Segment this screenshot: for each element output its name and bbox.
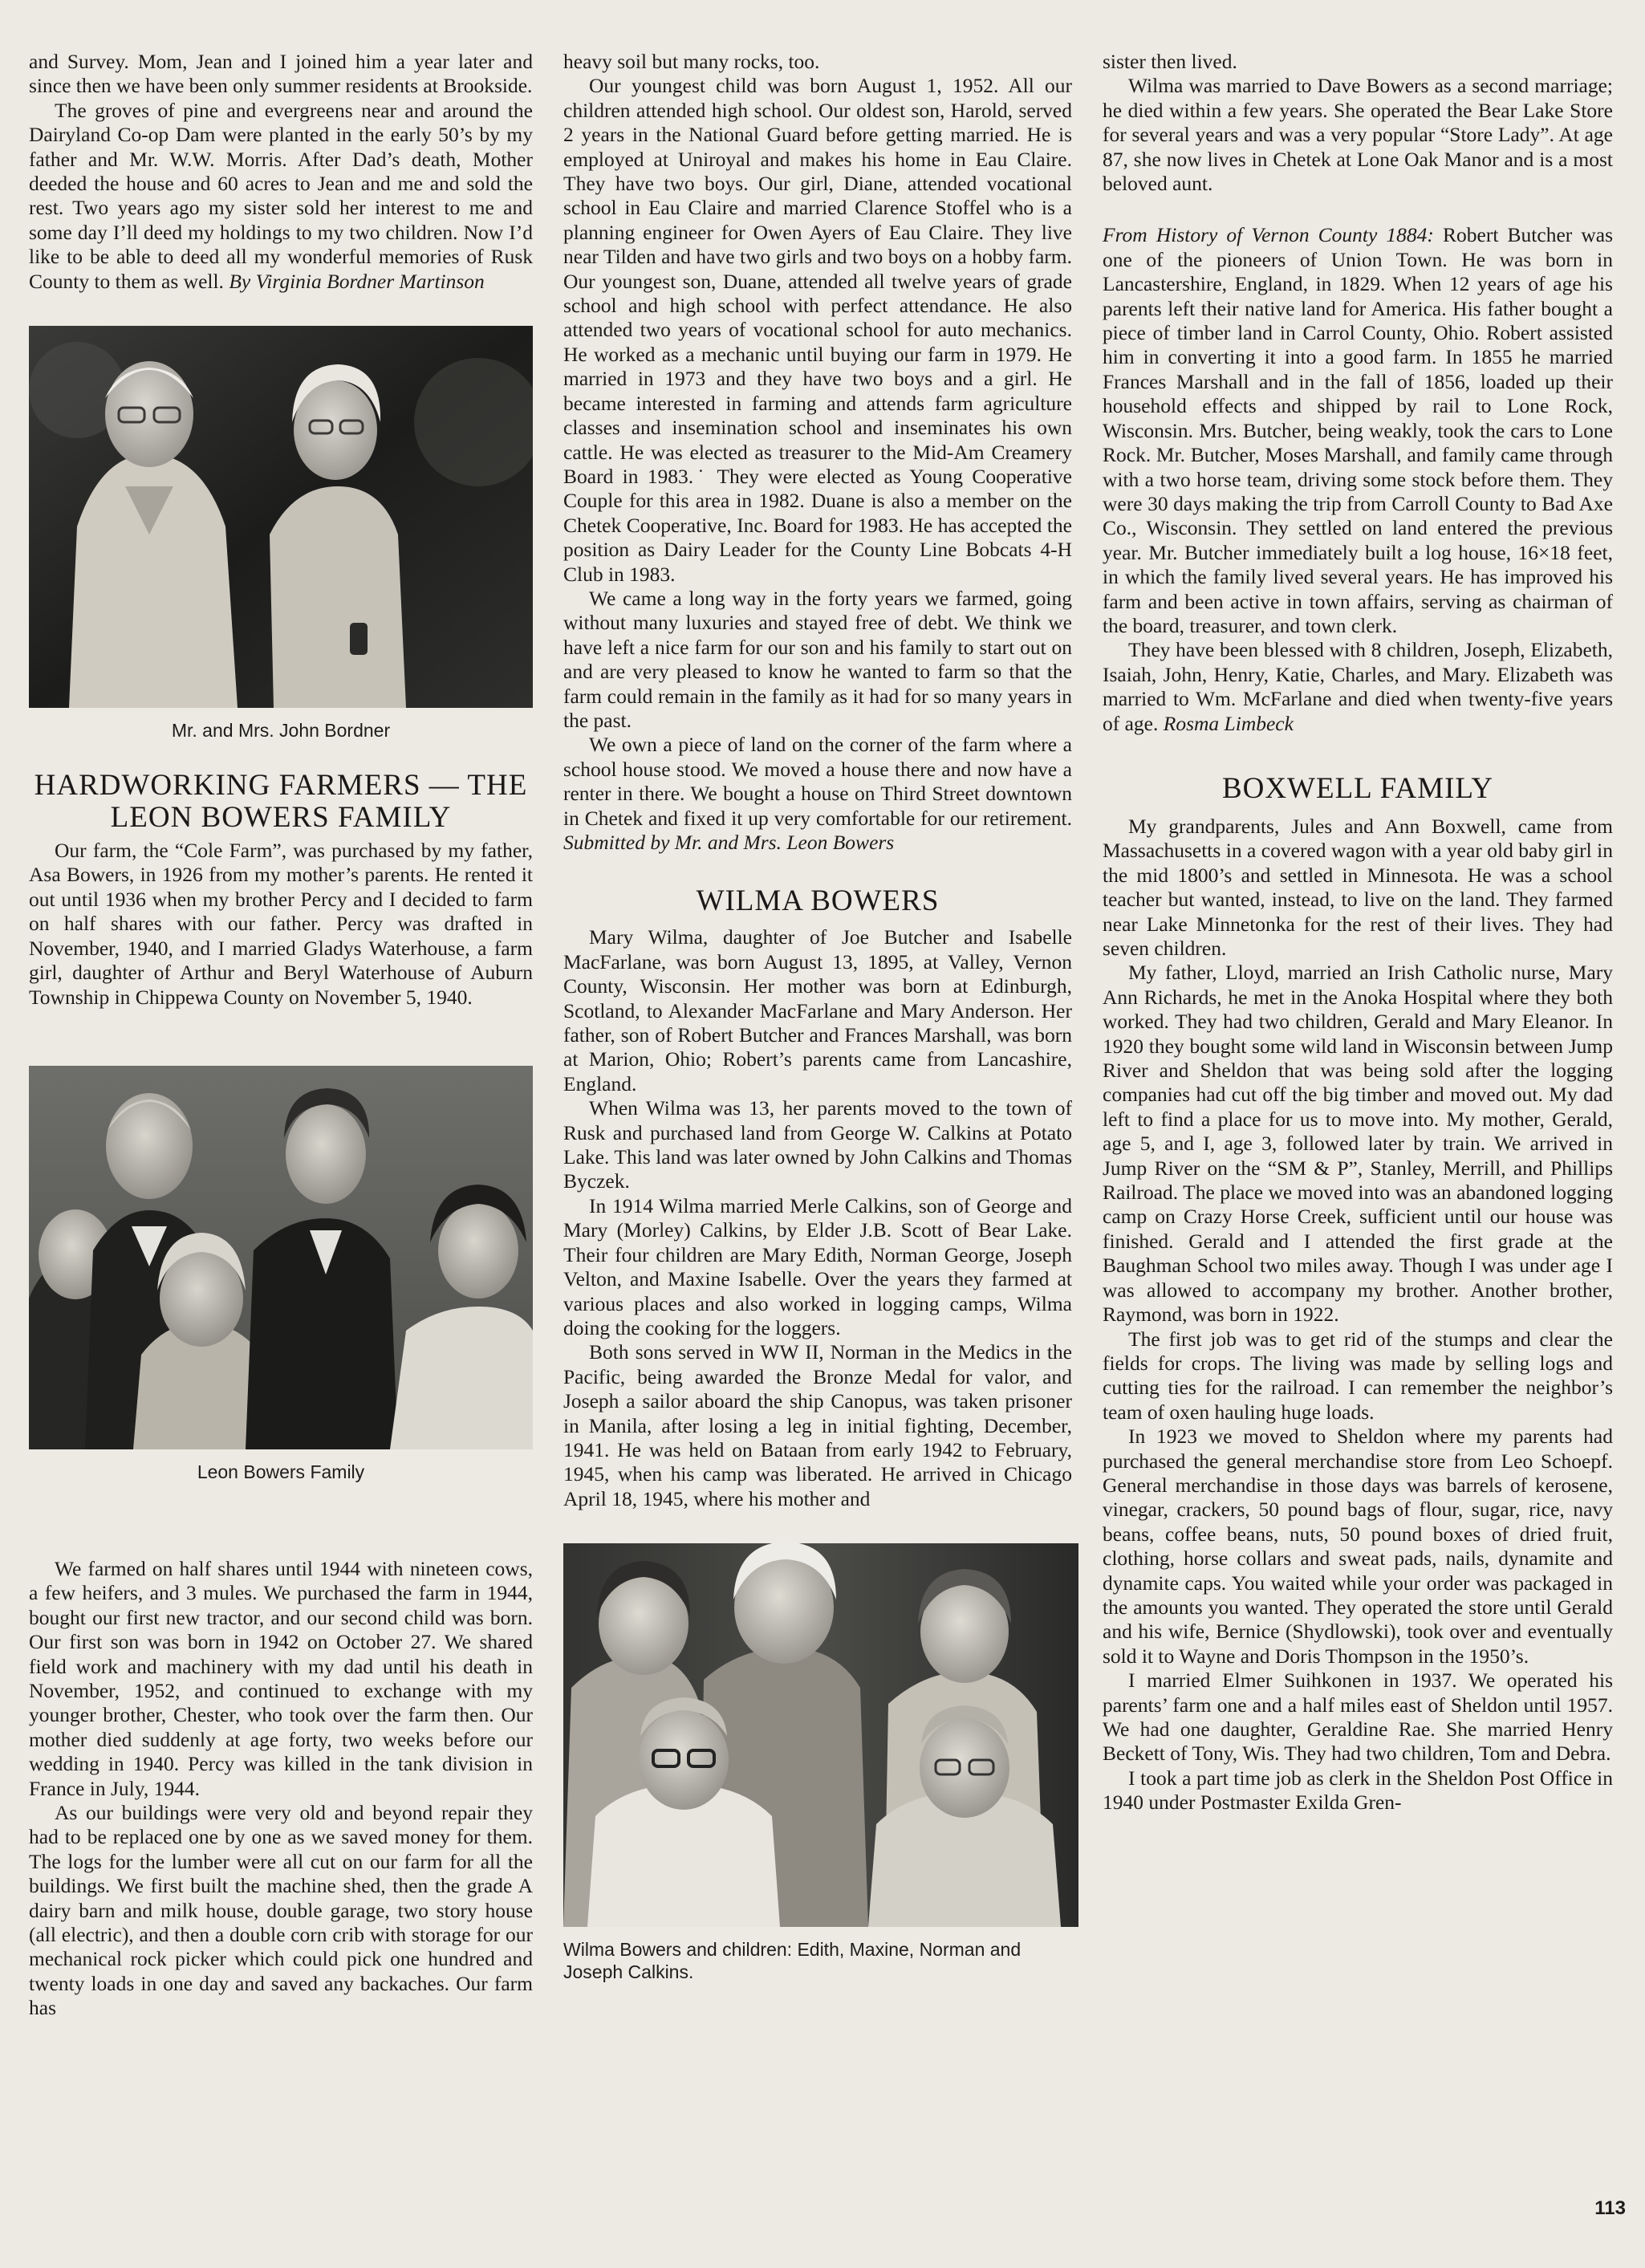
byline: By Virginia Bordner Martinson [229, 269, 485, 293]
paragraph: We farmed on half shares until 1944 with nineteen cows, a few heifers, and 3 mules. We purchased the farm in 1944, bought our first new tractor, and our second child was born. Our first son was born in 1942 on October 27. We shared field work and machinery with my dad until his death in November, 1952, and continued to exchange with my younger brother, Chester, who took over the farm then. Our mother died suddenly at age forty, two weeks before our wedding in 1940. Percy was killed in the tank division in France in July, 1944. [29, 1556, 533, 1800]
column-middle [563, 50, 1072, 1983]
paragraph: I took a part time job as clerk in the Sheldon Post Office in 1940 under Postmaster Exilda Gren- [1103, 1766, 1613, 1815]
paragraph-text: They have been blessed with 8 children, Joseph, Elizabeth, Isaiah, John, Henry, Katie, Charles, and Mary. Elizabeth was married to Wm. McFarlane and died when twenty-five years of age. [1103, 638, 1613, 735]
photo-wilma [563, 1543, 1078, 1927]
source-reference: From History of Vernon County 1884: [1103, 223, 1434, 247]
paragraph: The first job was to get rid of the stumps and clear the fields for crops. The living was made by selling logs and cutting ties for the railroad. I can remember the neighbor’s team of oxen hauling huge loads. [1103, 1327, 1613, 1424]
paragraph: Our farm, the “Cole Farm”, was purchased by my father, Asa Bowers, in 1926 from my mother’s parents. He rented it out until 1936 when my brother Percy and I decided to farm on half shares with our father. Percy was drafted in November, 1940, and I married Gladys Waterhouse, a farm girl, daughter of Arthur and Beryl Waterhouse of Auburn Township in Chippewa County on November 5, 1940. [29, 839, 533, 1009]
paragraph: My grandparents, Jules and Ann Boxwell, came from Massachusetts in a covered wagon with a year old baby girl in the mid 1800’s and settled in Minnesota. He was a school teacher but wanted, instead, to live on the land. They farmed near Lake Minnetonka for the rest of their lives. They had seven children. [1103, 814, 1613, 960]
paragraph: Wilma was married to Dave Bowers as a second marriage; he died within a few years. She operated the Bear Lake Store for several years and was a very popular “Store Lady”. At age 87, she now lives in Chetek at Lone Oak Manor and is a most beloved aunt. [1103, 74, 1613, 196]
paragraph [1103, 638, 1613, 736]
paragraph: In 1914 Wilma married Merle Calkins, son of George and Mary (Morley) Calkins, by Elder J.B. Scott of Bear Lake. Their four children are Mary Edith, Norman George, Joseph Velton, and Maxine Isabelle. Over the years they farmed at various places and also worked in logging camps, Wilma doing the cooking for the loggers. [563, 1193, 1072, 1339]
paragraph: We came a long way in the forty years we farmed, going without many luxuries and stayed free of debt. We think we have left a nice farm for our son and his family to start out on and are very pleased to know he wanted to farm so that the farm could remain in the family as it had for so many years in the past. [563, 586, 1072, 732]
photo-leon-bowers-figure [29, 1066, 533, 1483]
paragraph: heavy soil but many rocks, too. [563, 50, 820, 73]
paragraph: Both sons served in WW II, Norman in the Medics in the Pacific, being awarded the Bronze Medal for valor, and Joseph a sailor aboard the ship Canopus, was taken prisoner in Manila, after losing a leg in initial fighting, December, 1941. He was held on Bataan from early 1942 to February, 1945, when his camp was liberated. He arrived in Chicago April 18, 1945, where his mother and [563, 1340, 1072, 1510]
paragraph-text: The groves of pine and evergreens near and around the Dairyland Co-op Dam were planted in the early 50’s by my father and Mr. W.W. Morris. After Dad’s death, Mother deeded the house and 60 acres to Jean and me and sold the rest. Two years ago my sister sold her interest to me and some day I’ll deed my holdings to my two children. Now I’d like to be able to deed all my wonderful memories of Rusk County to them as well. [29, 98, 533, 293]
paragraph [1103, 223, 1613, 638]
heading-bowers-family: HARDWORKING FARMERS — THE LEON BOWERS FAMILY [34, 769, 528, 835]
heading-boxwell-family: BOXWELL FAMILY [1221, 771, 1494, 805]
photo-bordner-image [29, 326, 533, 708]
photo-leon-bowers-caption: Leon Bowers Family [197, 1461, 365, 1482]
paragraph-text: We own a piece of land on the corner of the farm where a school house stood. We moved a house there and now have a renter in there. We bought a house on Third Street downtown in Chetek and fixed it up very comfortable for our retirement. [563, 733, 1072, 830]
photo-bordner [29, 326, 533, 708]
paragraph: I married Elmer Suihkonen in 1937. We operated his parents’ farm one and a half miles east of Sheldon until 1957. We had one daughter, Geraldine Rae. She married Henry Beckett of Tony, Wis. They had two children, Tom and Debra. [1103, 1668, 1613, 1766]
heading-wilma-bowers: WILMA BOWERS [696, 884, 940, 918]
paragraph: As our buildings were very old and beyond repair they had to be replaced one by one as we saved money for them. The logs for the lumber were all cut on our farm for all the buildings. We first built the machine shed, then the grade A dairy barn and milk house, double garage, two story house (all electric), and then a double corn crib with storage for our mechanical rock picker which could pick one hundred and twenty loads in one day and saved any backaches. Our farm has [29, 1800, 533, 2020]
paragraph: and Survey. Mom, Jean and I joined him a year later and since then we have been only summer residents at Brookside. [29, 50, 533, 98]
column-right [1103, 50, 1613, 1815]
paragraph: My father, Lloyd, married an Irish Catholic nurse, Mary Ann Richards, he met in the Anoka Hospital where they both worked. They had two children, Gerald and Mary Eleanor. In 1920 they bought some wild land in Wisconsin between Jump River and Sheldon that was being sold after the logging companies had cut off the big timber and moved out. My dad left to find a place for us to move into. My mother, Gerald, age 5, and I, age 3, followed later by train. We arrived in Jump River on the “SM & P”, Stanley, Merrill, and Phillips Railroad. The place we moved into was an abandoned logging camp on Crazy Horse Creek, sufficient until our house was finished. Gerald and I attended the first grade at the Baughman School two miles away. Though I was under age I was allowed to accompany my brother. Another brother, Raymond, was born in 1922. [1103, 961, 1613, 1327]
photo-wilma-figure [563, 1543, 1072, 1983]
photo-leon-bowers [29, 1066, 533, 1449]
photo-bordner-figure [29, 326, 533, 742]
paragraph: When Wilma was 13, her parents moved to the town of Rusk and purchased land from George W. Calkins at Potato Lake. This land was later owned by John Calkins and Thomas Byczek. [563, 1096, 1072, 1193]
paragraph: sister then lived. [1103, 50, 1237, 73]
paragraph: In 1923 we moved to Sheldon where my parents had purchased the general merchandise store from Leo Schoepf. General merchandise in those days was barrels of kerosene, vinegar, crackers, 50 pound bags of flour, sugar, rice, navy beans, coffee beans, nuts, 50 pound boxes of dried fruit, clothing, horse collars and sweat pads, nails, dynamite and dynamite caps. You waited while your order was packaged in the amounts you wanted. They operated the store until Gerald and his wife, Bernice (Shydlowski), took over and eventually sold it to Wayne and Doris Thompson in the 1950’s. [1103, 1425, 1613, 1668]
page-number: 113 [1594, 2197, 1626, 2219]
column-left [29, 50, 533, 2021]
byline: Rosma Limbeck [1163, 711, 1294, 735]
photo-wilma-image [563, 1543, 1078, 1927]
photo-wilma-caption: Wilma Bowers and children: Edith, Maxine, Norman and Joseph Calkins. [563, 1939, 1022, 1983]
paragraph [29, 99, 533, 294]
photo-leon-bowers-image [29, 1066, 533, 1449]
paragraph [563, 733, 1072, 855]
paragraph-text: Robert Butcher was one of the pioneers of Union Town. He was born in Lancastershire, England, in 1829. When 12 years of age his parents left their native land for America. His father bought a piece of timber land in Carrol County, Ohio. Robert assisted him in converting it into a good farm. In 1855 he married Frances Marshall and in the fall of 1856, loaded up their household effects and shipped by rail to Lone Rock, Wisconsin. Mrs. Butcher, being weakly, took the cars to Lone Rock. Mr. Butcher, Moses Marshall, and family came through with a two horse team, driving some stock before them. They were 30 days making the trip from Carroll County to Bad Axe Co., Wisconsin. They settled on land entered the previous year. Mr. Butcher immediately built a log house, 16×18 feet, in which the family lived several years. He has improved his farm and been active in town affairs, serving as chairman of the board, treasurer, and town clerk. [1103, 223, 1614, 637]
byline: Submitted by Mr. and Mrs. Leon Bowers [563, 831, 895, 854]
photo-bordner-caption: Mr. and Mrs. John Bordner [171, 720, 391, 742]
paragraph: Mary Wilma, daughter of Joe Butcher and Isabelle MacFarlane, was born August 13, 1895, at Valley, Vernon County, Wisconsin. Her mother was born at Edinburgh, Scotland, to Alexander MacFarlane and Mary Anderson. Her father, son of Robert Butcher and Frances Marshall, was born at Marion, Ohio; Robert’s parents came from Lancashire, England. [563, 925, 1072, 1095]
paragraph: Our youngest child was born August 1, 1952. All our children attended high school. Our oldest son, Harold, served 2 years in the National Guard before getting married. He is employed at Uniroyal and makes his home in Eau Claire. They have two boys. Our girl, Diane, attended vocational school in Eau Claire and married Clarence Stoffel who is a planning engineer for Owen Ayers of Eau Claire. They live near Tilden and have two girls and two boys on a hobby farm. Our youngest son, Duane, attended all twelve years of grade school and high school with perfect attendance. He also attended two years of vocational school for auto mechanics. He worked as a mechanic until buying our farm in 1979. He married in 1973 and they have two boys and a girl. He became interested in farming and attends farm agriculture classes and insemination school and inseminates his own cattle. He was elected as treasurer to the Mid-Am Creamery Board in 1983.˙ They were elected as Young Cooperative Couple for this area in 1982. Duane is also a member on the Chetek Cooperative, Inc. Board for 1983. He has accepted the position as Dairy Leader for the County Line Bobcats 4-H Club in 1983. [563, 74, 1072, 586]
